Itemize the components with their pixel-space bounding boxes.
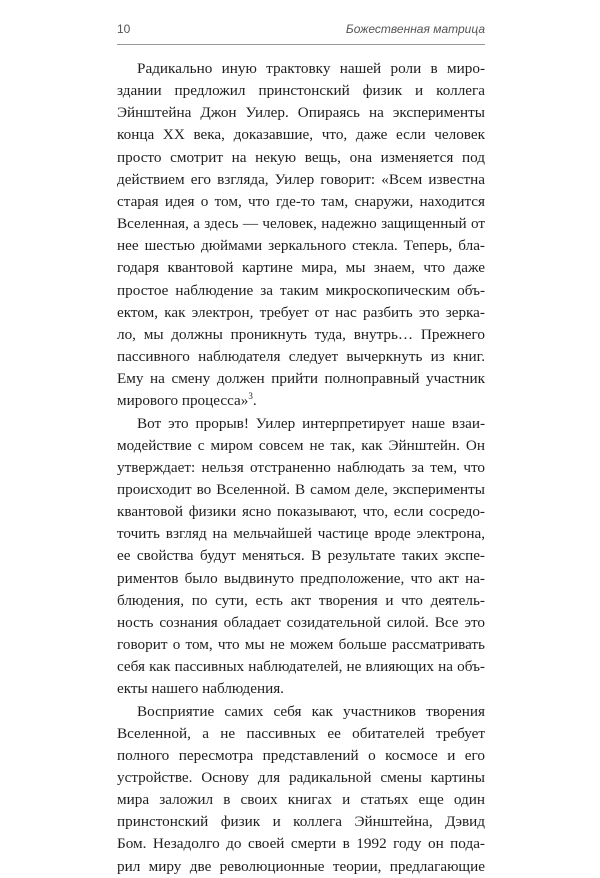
text-line: квантовой физики ясно показывают, что, если сосредо-	[117, 503, 485, 521]
text-line: модействие с миром совсем не так, как Эйнштейн. Он	[117, 436, 485, 454]
text-line: блюдения, по сути, есть акт творения и что деятель-	[117, 591, 485, 609]
text-line: Ему на смену должен прийти полноправный участник	[117, 370, 485, 388]
text-line: конца XX века, доказавшие, что, даже если человек	[117, 126, 485, 144]
text-line: ектом, как электрон, требует от нас разбить это зерка-	[117, 303, 485, 321]
text-line: утверждает: нельзя отстраненно наблюдать за тем, что	[117, 458, 485, 476]
text-line: старая идея о том, что где-то там, снаружи, находится	[117, 192, 485, 210]
text-line: рил миру две революционные теории, предлагающие	[117, 857, 485, 875]
body-text	[117, 58, 485, 878]
text-line: Бом. Незадолго до своей смерти в 1992 году он пода-	[117, 835, 485, 853]
text-line: пассивного наблюдателя следует вычеркнуть из книг.	[117, 348, 485, 366]
page-header	[117, 22, 485, 42]
text-line: мирового процесса»$^3$.	[117, 391, 257, 410]
text-line: нее шестью дюймами зеркального стекла. Теперь, бла-	[117, 237, 485, 255]
text-line: устройстве. Основу для радикальной смены картины	[117, 769, 485, 786]
text-line: просто смотрит на некую вещь, она изменяется под	[117, 148, 485, 166]
text-line: ность сознания обладает созидательной силой. Все это	[117, 613, 485, 631]
text-line: екты нашего наблюдения.	[117, 680, 284, 698]
text-line: себя как пассивных наблюдателей, не влияющих на объ-	[117, 658, 485, 676]
footnote-marker: 3	[248, 391, 253, 402]
text-line: происходит во Вселенной. В самом деле, эксперименты	[117, 480, 485, 498]
text-line: Вселенная, а здесь — человек, надежно защищенный от	[117, 215, 485, 233]
text-line: принстонский физик и коллега Эйнштейна, Дэвид	[117, 813, 485, 831]
text-line: риментов было выдвинуто предположение, что акт на-	[117, 569, 485, 587]
paragraph-1	[117, 58, 485, 413]
text-line: Вот это прорыв! Уилер интерпретирует наше взаи-	[137, 414, 485, 432]
text-line: ло, мы должны проникнуть туда, внутрь… Прежнего	[117, 325, 485, 343]
text-line: здании предложил принстонский физик и коллега	[117, 82, 485, 100]
text-line: Вселенной, а не пассивных ее обитателей требует	[117, 724, 485, 742]
text-line: простое наблюдение за таким микроскопическим объ-	[117, 281, 485, 299]
paragraph-3	[117, 701, 485, 878]
paragraph-2	[117, 413, 485, 701]
text-line: полного пересмотра представлений о космосе и его	[117, 746, 485, 764]
text-line: точить взгляд на мельчайшей частице вроде электрона,	[117, 525, 485, 543]
text-line: Восприятие самих себя как участников творения	[137, 702, 485, 720]
text-line: говорит о том, что мы не можем больше рассматривать	[117, 636, 485, 654]
text-line: Радикально иную трактовку нашей роли в миро-	[137, 60, 485, 77]
text-line: действием его взгляда, Уилер говорит: «Всем известна	[117, 170, 485, 188]
running-title: Божественная матрица	[345, 22, 485, 36]
page-number: 10	[117, 22, 131, 36]
text-line: ее свойства будут меняться. В результате таких экспе-	[117, 547, 485, 565]
text-line: мира заложил в своих книгах и статьях еще один	[117, 791, 485, 809]
text-line: годаря квантовой картине мира, мы знаем, что даже	[117, 259, 485, 277]
text-line: Эйнштейна Джон Уилер. Опираясь на эксперименты	[117, 104, 485, 122]
header-rule	[117, 44, 485, 45]
text-line-content: мирового процесса»	[117, 392, 249, 410]
